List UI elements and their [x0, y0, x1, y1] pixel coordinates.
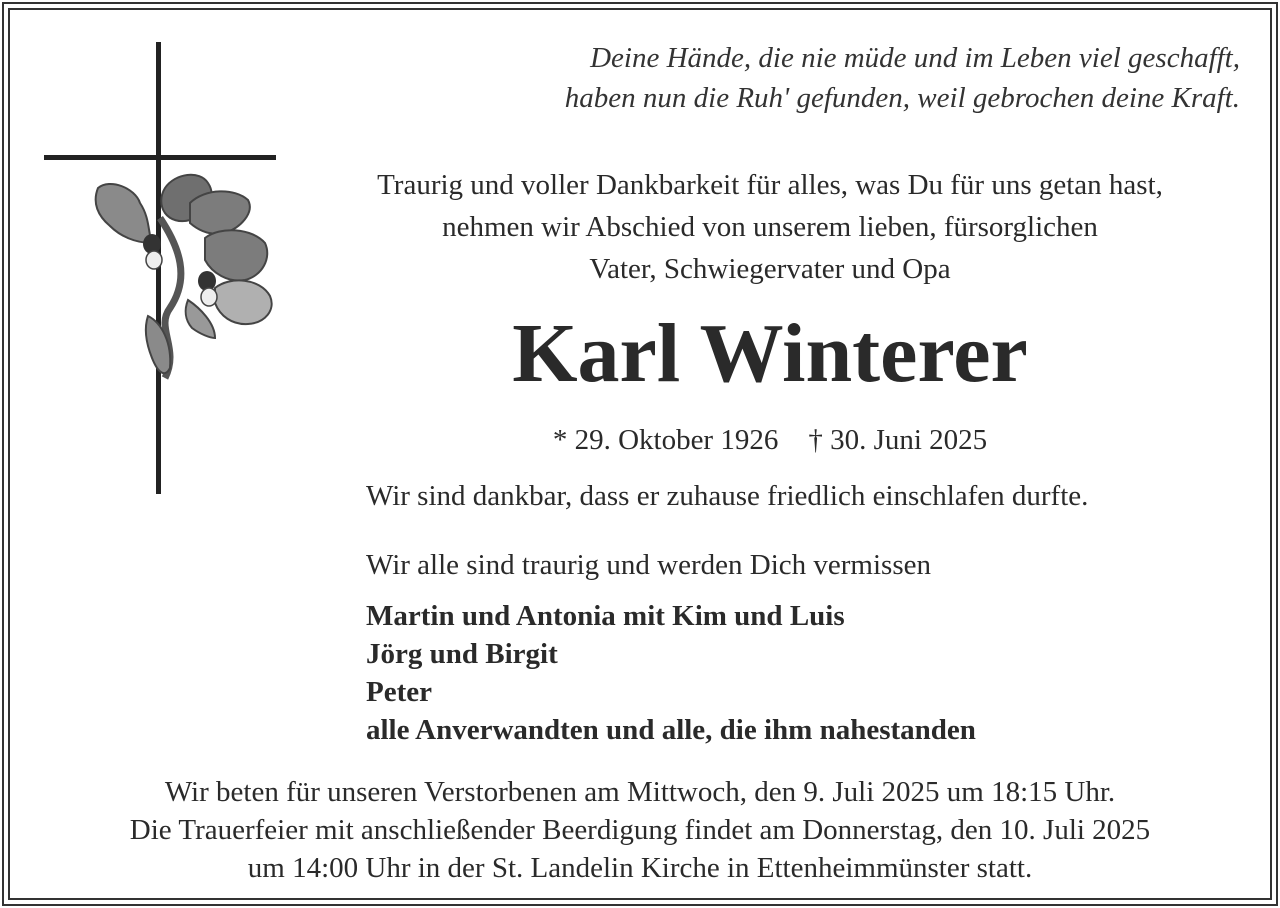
death-date: † 30. Juni 2025: [808, 424, 988, 456]
birth-date: * 29. Oktober 1926: [552, 424, 779, 456]
signer: Peter: [366, 676, 432, 708]
motto-line: haben nun die Ruh' gefunden, weil gebrochen deine Kraft.: [564, 82, 1240, 114]
signer: Jörg und Birgit: [366, 638, 558, 670]
signer: alle Anverwandten und alle, die ihm nahestanden: [366, 714, 976, 746]
intro-line: nehmen wir Abschied von unserem lieben, fürsorglichen: [442, 211, 1098, 243]
service-info: [20, 773, 1260, 887]
life-dates: [300, 419, 1240, 461]
sad-text: Wir alle sind traurig und werden Dich vermissen: [366, 549, 931, 581]
motto-line: Deine Hände, die nie müde und im Leben viel geschafft,: [590, 42, 1240, 74]
service-line: Die Trauerfeier mit anschließender Beerdigung findet am Donnerstag, den 10. Juli 2025: [129, 814, 1151, 846]
service-line: um 14:00 Uhr in der St. Landelin Kirche in Ettenheimmünster statt.: [247, 852, 1033, 884]
signer: Martin und Antonia mit Kim und Luis: [366, 600, 845, 632]
signers-list: [366, 597, 976, 749]
motto-verse: [565, 38, 1240, 118]
intro-line: Vater, Schwiegervater und Opa: [589, 253, 951, 285]
intro-line: Traurig und voller Dankbarkeit für alles, was Du für uns getan hast,: [377, 169, 1163, 201]
cross-with-oak-leaves-icon: [40, 38, 285, 500]
deceased-name: Karl Winterer: [512, 307, 1028, 400]
service-line: Wir beten für unseren Verstorbenen am Mittwoch, den 9. Juli 2025 um 18:15 Uhr.: [164, 776, 1116, 808]
thankful-text: Wir sind dankbar, dass er zuhause friedlich einschlafen durfte.: [366, 480, 1089, 512]
intro-text: [300, 164, 1240, 290]
